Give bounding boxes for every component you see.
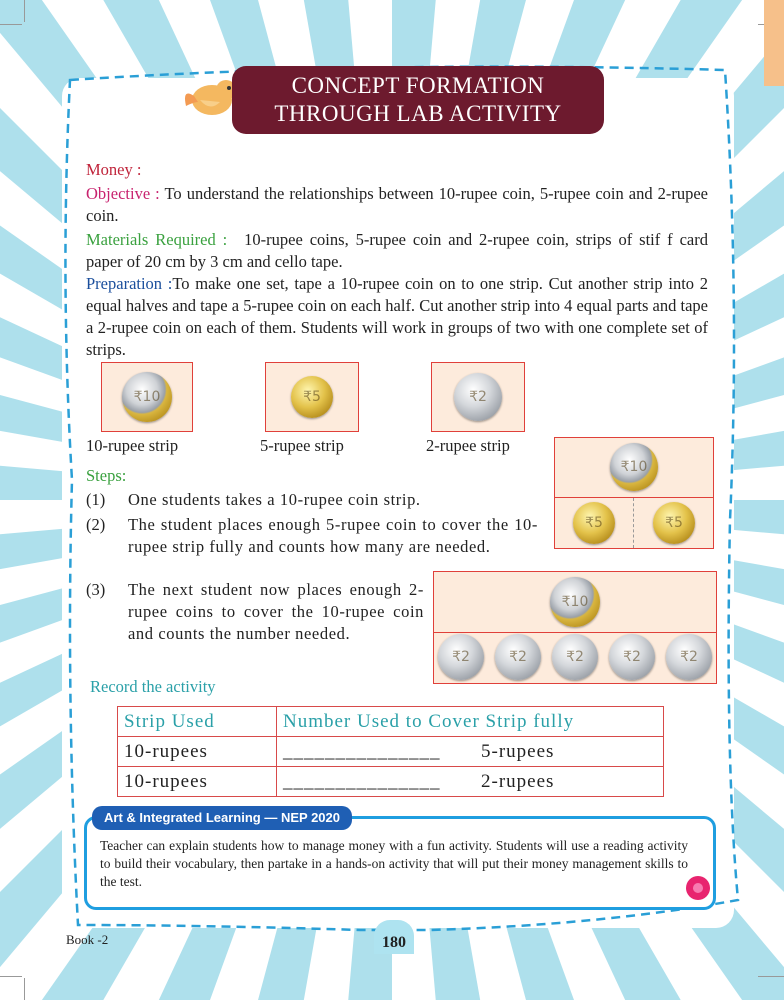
five-rupee-coin: ₹5 (573, 502, 615, 544)
cell-strip: 10-rupees (118, 737, 277, 767)
step-3-num: (3) (86, 580, 106, 599)
header-number-used: Number Used to Cover Strip fully (277, 707, 664, 737)
objective-text: To understand the relationships between 10-rupee coin, 5-rupee coin and 2-rupee coin. (86, 184, 708, 225)
cell-unit: 2-rupees (475, 767, 664, 797)
bird-icon (180, 72, 240, 122)
strip-label-2: 2-rupee strip (426, 436, 510, 455)
two-rupee-coin: ₹2 (454, 373, 502, 421)
divider (555, 497, 713, 498)
two-rupee-coin: ₹2 (438, 634, 484, 680)
divider (434, 632, 716, 633)
two-rupee-cover-diagram (433, 571, 717, 684)
cell-strip: 10-rupees (118, 767, 277, 797)
strip-label-10: 10-rupee strip (86, 436, 179, 455)
crop-mark (0, 24, 22, 25)
art-tab-label: Art & Integrated Learning — NEP 2020 (92, 806, 352, 830)
record-table (117, 706, 664, 797)
preparation-paragraph (86, 273, 708, 361)
crop-mark (0, 976, 22, 977)
materials-paragraph (86, 229, 708, 273)
cell-blank[interactable]: _______________ (277, 767, 476, 797)
crop-mark (24, 978, 25, 1000)
ten-rupee-coin: ₹10 (122, 372, 172, 422)
step-2-num: (2) (86, 515, 106, 534)
ten-rupee-strip (101, 362, 193, 432)
objective-label: Objective : (86, 184, 160, 203)
title-line-2: THROUGH LAB ACTIVITY (274, 101, 562, 126)
step-3-text: The next student now places enough 2-rupee coins to cover the 10-rupee coin and counts the number needed. (128, 580, 424, 643)
title-line-1: CONCEPT FORMATION (291, 73, 545, 98)
cell-unit: 5-rupees (475, 737, 664, 767)
step-2-text: The student places enough 5-rupee coin to cover the 10-rupee strip fully and counts how many are needed. (128, 515, 538, 556)
objective-paragraph (86, 183, 708, 227)
flower-icon (684, 874, 712, 902)
two-rupee-strip (431, 362, 525, 432)
edge-tab (764, 0, 784, 86)
five-rupee-cover-diagram (554, 437, 714, 549)
two-rupee-coin: ₹2 (666, 634, 712, 680)
art-text: Teacher can explain students how to manage money with a fun activity. Students will use a reading activity to build their vocabulary, then partake in a hands-on activity that will put their money management skills to the test. (100, 838, 688, 889)
preparation-label: Preparation : (86, 274, 173, 293)
step-1-text: One students takes a 10-rupee coin strip. (128, 490, 421, 509)
divider (633, 498, 634, 548)
page-title (232, 66, 604, 134)
table-header-row (118, 707, 664, 737)
two-rupee-coin: ₹2 (552, 634, 598, 680)
materials-text: 10-rupee coins, 5-rupee coin and 2-rupee coin, strips of stif f card paper of 20 cm by 3 cm and cello tape. (86, 230, 708, 271)
cell-blank[interactable]: _______________ (277, 737, 476, 767)
two-rupee-coin: ₹2 (609, 634, 655, 680)
five-rupee-coin: ₹5 (653, 502, 695, 544)
table-row (118, 737, 664, 767)
header-strip-used: Strip Used (118, 707, 277, 737)
record-heading: Record the activity (90, 677, 216, 696)
topic-heading: Money : (86, 160, 142, 179)
crop-mark (758, 976, 784, 977)
step-1-num: (1) (86, 490, 106, 509)
page-number: 180 (382, 934, 406, 951)
ten-rupee-coin: ₹10 (550, 577, 600, 627)
materials-label: Materials Required : (86, 230, 228, 249)
ten-rupee-coin: ₹10 (610, 443, 658, 491)
five-rupee-coin: ₹5 (291, 376, 333, 418)
steps-heading: Steps: (86, 466, 127, 485)
strip-label-5: 5-rupee strip (260, 436, 344, 455)
preparation-text: To make one set, tape a 10-rupee coin on to one strip. Cut another strip into 2 equal halves and tape a 5-rupee coin on each half. Cut another strip into 4 equal parts and tape a 2-rupee coin on each of them. Students will work in groups of two with one complete set of strips. (86, 274, 708, 359)
five-rupee-strip (265, 362, 359, 432)
crop-mark (24, 0, 25, 22)
table-row (118, 767, 664, 797)
book-label: Book -2 (66, 932, 109, 947)
two-rupee-coin: ₹2 (495, 634, 541, 680)
